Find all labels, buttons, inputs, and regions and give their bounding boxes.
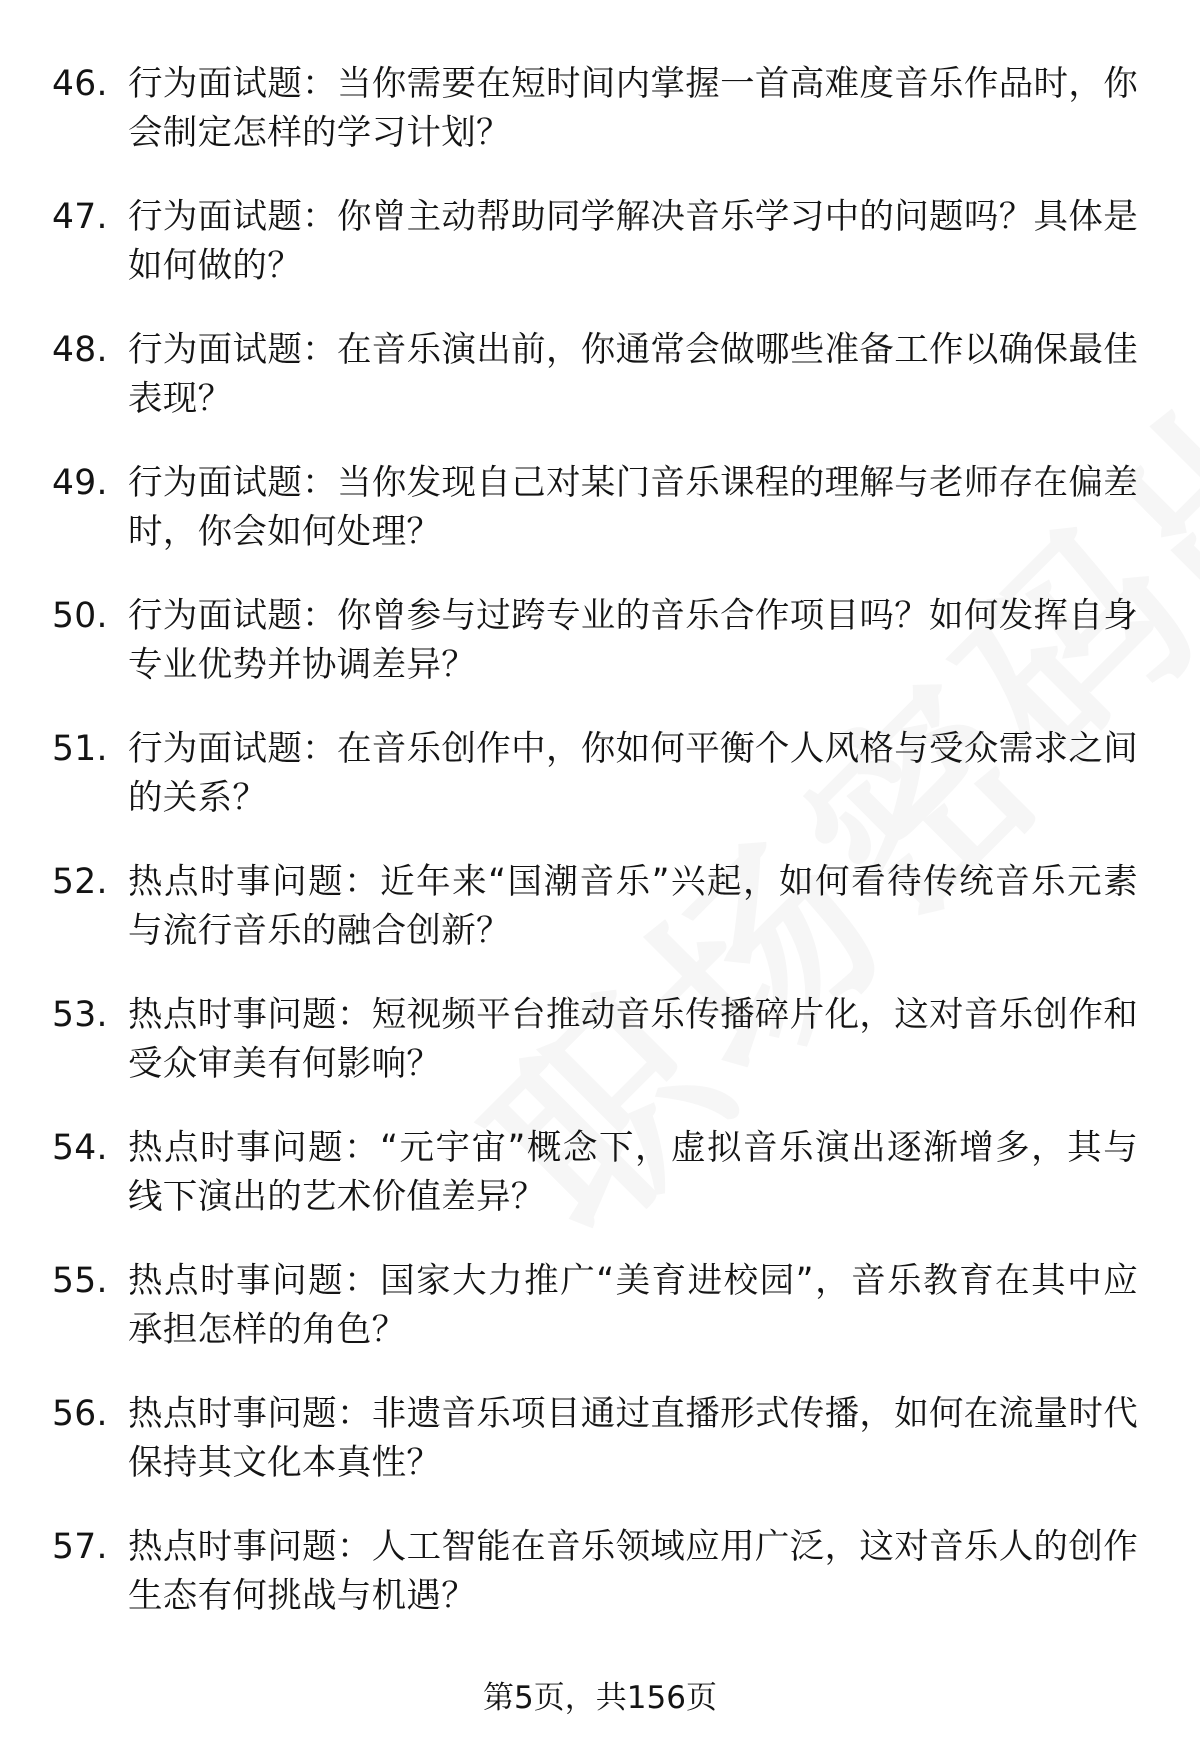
list-item [52, 592, 1142, 725]
question-number: 54. [52, 1128, 108, 1168]
question-number: 50. [52, 596, 108, 636]
list-item [52, 60, 1142, 193]
list-item [52, 725, 1142, 858]
list-item [52, 1523, 1142, 1656]
list-item [52, 326, 1142, 459]
question-text: 行为面试题：在音乐演出前，你通常会做哪些准备工作以确保最佳表现？ [128, 330, 1138, 419]
question-text: 热点时事问题：人工智能在音乐领域应用广泛，这对音乐人的创作生态有何挑战与机遇？ [128, 1527, 1138, 1616]
question-number: 46. [52, 64, 108, 104]
question-text: 行为面试题：你曾参与过跨专业的音乐合作项目吗？如何发挥自身专业优势并协调差异？ [128, 596, 1138, 685]
list-item [52, 991, 1142, 1124]
list-item [52, 193, 1142, 326]
list-item [52, 459, 1142, 592]
question-number: 52. [52, 862, 108, 902]
question-text: 热点时事问题：“元宇宙”概念下，虚拟音乐演出逐渐增多，其与线下演出的艺术价值差异？ [128, 1128, 1138, 1217]
question-number: 53. [52, 995, 108, 1035]
question-list [52, 60, 1142, 1656]
question-text: 热点时事问题：国家大力推广“美育进校园”，音乐教育在其中应承担怎样的角色？ [128, 1261, 1138, 1350]
question-number: 57. [52, 1527, 108, 1567]
question-text: 热点时事问题：短视频平台推动音乐传播碎片化，这对音乐创作和受众审美有何影响？ [128, 995, 1138, 1084]
question-text: 行为面试题：当你需要在短时间内掌握一首高难度音乐作品时，你会制定怎样的学习计划？ [128, 64, 1138, 153]
question-number: 51. [52, 729, 108, 769]
list-item [52, 1124, 1142, 1257]
question-text: 热点时事问题：非遗音乐项目通过直播形式传播，如何在流量时代保持其文化本真性？ [128, 1394, 1138, 1483]
page-number-footer: 第5页，共156页 [483, 1680, 717, 1716]
question-number: 49. [52, 463, 108, 503]
list-item [52, 1257, 1142, 1390]
question-text: 行为面试题：在音乐创作中，你如何平衡个人风格与受众需求之间的关系？ [128, 729, 1138, 818]
question-number: 56. [52, 1394, 108, 1434]
question-number: 48. [52, 330, 108, 370]
list-item [52, 858, 1142, 991]
question-text: 行为面试题：你曾主动帮助同学解决音乐学习中的问题吗？具体是如何做的？ [128, 197, 1138, 286]
question-text: 热点时事问题：近年来“国潮音乐”兴起，如何看待传统音乐元素与流行音乐的融合创新？ [128, 862, 1138, 951]
question-number: 55. [52, 1261, 108, 1301]
question-number: 47. [52, 197, 108, 237]
question-text: 行为面试题：当你发现自己对某门音乐课程的理解与老师存在偏差时，你会如何处理？ [128, 463, 1138, 552]
list-item [52, 1390, 1142, 1523]
